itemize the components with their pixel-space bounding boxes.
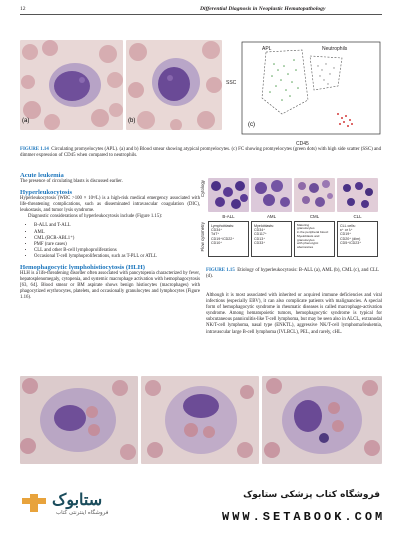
- logo-text: ستابوک: [52, 492, 103, 509]
- box-line: Lymphoblasts:: [211, 223, 235, 228]
- figure-1-15: [200, 176, 382, 264]
- box-line: granulocytes: [297, 226, 315, 231]
- list-item: • B-ALL and T-ALL: [34, 223, 200, 229]
- store-name: فروشگاه کتاب پزشکی ستابوک: [243, 490, 380, 500]
- box-line: CD117⁺: [254, 232, 267, 237]
- para-acute-leukemia: The presence of circulating blasts is discussed earlier.: [20, 179, 123, 184]
- para-hlh: HLH is a life-threatening disorder often associated with pancytopenia characterized by fever, hepatosplenomegaly, cytopenia, and systemic macrophage activation with hemophagocytosis [63, 64]. Blood smear or BM aspirate shows benign histiocytes (macrophages) with phagocytized erythrocytes, platelets, and occasionally granulocytes and lymphocytes (Figure 1.16).: [20, 270, 200, 301]
- box-line: CD33⁺: [254, 241, 266, 246]
- flow-box-b-all: [208, 221, 249, 257]
- list-item: • AML: [34, 230, 200, 236]
- flow-box-cml: [294, 221, 335, 257]
- heading-hlh: Hemophagocytic lymphohistiocytosis (HLH): [20, 263, 145, 271]
- list-item: • CLL and other B-cell lymphoproliferations: [34, 248, 200, 254]
- flow-x-axis-label: CD45: [296, 141, 309, 147]
- header-rule: [20, 14, 382, 15]
- micrograph-hlh-1: [20, 376, 138, 464]
- logo-subtext: فروشگاه اینترنتی کتاب: [56, 510, 109, 516]
- panel-label-b: (b): [128, 118, 136, 124]
- box-line: CD19⁺/CD22⁺: [211, 236, 235, 241]
- left-column: [20, 172, 200, 301]
- cytology-cml: [294, 178, 335, 212]
- box-line: granulocytes: [297, 237, 315, 242]
- flow-box-cll: [337, 221, 378, 257]
- running-title: Differential Diagnosis in Neoplastic Hematopathology: [200, 6, 326, 12]
- box-line: κ⁺ or λ⁺: [340, 227, 353, 232]
- hyperleukocytosis-list: [20, 223, 200, 260]
- box-line: CD34⁺: [211, 227, 223, 232]
- figure-1-14-label: FIGURE 1.14: [20, 147, 49, 152]
- micrograph-b: [126, 40, 222, 130]
- box-line: CD13⁺: [254, 236, 266, 241]
- box-line: Maturing: [297, 222, 310, 227]
- box-line: in the peripheral blood:: [297, 230, 329, 235]
- cytology-b-all: [208, 178, 249, 212]
- figure-1-15-label: FIGURE 1.15: [206, 268, 235, 273]
- column-label-b-all: B-ALL: [222, 214, 235, 219]
- column-label-aml: AML: [266, 214, 277, 219]
- box-line: Myeloblasts:: [254, 223, 274, 228]
- flow-y-axis-label: SSC: [226, 80, 237, 86]
- row-label-flow-cytometry: Flow cytometry: [200, 222, 205, 252]
- flow-label-apl: APL: [262, 46, 272, 52]
- box-line: CD10⁺: [211, 241, 223, 246]
- para-diagnostic-considerations: Diagnostic considerations of hyperleukocytosis include (Figure 1.15):: [28, 214, 163, 220]
- figure-1-15-text: Etiology of hyperleukocytosis: B-ALL (a), AML (b), CML (c), and CLL (d).: [206, 268, 379, 280]
- cytology-cll: [337, 178, 378, 212]
- list-item: • CML (BCR-ABL1⁺): [34, 236, 200, 242]
- box-line: CLL cells:: [340, 223, 356, 228]
- heading-hyperleukocytosis: Hyperleukocytosis: [20, 189, 73, 197]
- box-line: CD5⁺/CD23⁺: [340, 241, 362, 246]
- row-label-cytology: Cytology: [200, 180, 205, 198]
- panel-label-a: (a): [22, 118, 30, 124]
- figure-1-15-caption: [206, 268, 382, 280]
- cytology-aml: [251, 178, 292, 212]
- micrograph-hlh-2: [141, 376, 259, 464]
- box-line: CD34⁺: [254, 227, 266, 232]
- panel-label-c: (c): [248, 122, 255, 128]
- box-line: TdT⁺: [211, 232, 220, 237]
- page-number: 12: [20, 6, 26, 12]
- list-item: • PMF (rare cases): [34, 242, 200, 248]
- flow-box-aml: [251, 221, 292, 257]
- para-hlh-continued: Although it is most associated with inherited or acquired immune deficiencies and viral infections (especially EBV), it can also complicate patients with malignancies. A special form of hemophagocytic syndrome in rheumatic diseases is called macrophage-activation syndrome. Among hematopoietic tumors, hemophagocytic syndrome is typical for subcutaneous panniculitis-like T-cell lymphoma, but may be seen also in ALCL, extranodal NK/T-cell lymphoma, nasal type (ENKTL), aggressive NK/T-cell lymphoma/leukemia, intravascular large B-cell lymphoma (IVLBCL), PEL, and rarely, cHL.: [206, 293, 382, 335]
- list-item: • Occasional T-cell lymphoproliferations, such as T-PLL or ATLL: [34, 254, 200, 260]
- micrograph-hlh-3: [262, 376, 382, 464]
- para-hyperleukocytosis: Hyperleukocytosis (WBC >100 × 10⁹/L) is a high-risk medical emergency associated with life-threatening complications, such as disseminated intravascular coagulation (DIC), leukostasis, and tumor lysis syndrome.: [20, 196, 200, 214]
- box-line: CD20⁺ (dim): [340, 236, 361, 241]
- store-url: WWW.SETABOOK.COM: [222, 510, 386, 524]
- column-label-cll: CLL: [353, 214, 362, 219]
- box-line: with phenotypic aberrancies: [297, 241, 319, 250]
- watermark-banner: [0, 468, 400, 533]
- box-line: Myeloblasts and: [297, 233, 320, 238]
- box-line: CD19⁺: [340, 232, 352, 237]
- figure-1-14-text: Circulating promyelocytes (APL). (a) and b) Blood smear showing atypical promyelocytes. (c) FC showing promyelocytes (green dots) with high side scatter (SSC) and dimmer expression of CD45 when compared to neutrophils.: [20, 147, 382, 159]
- figure-1-14-caption: [20, 147, 382, 159]
- logo-mark-icon: [20, 492, 48, 514]
- heading-acute-leukemia: Acute leukemia: [20, 172, 64, 179]
- column-label-cml: CML: [309, 214, 320, 219]
- flow-label-neutrophils: Neutrophils: [322, 46, 348, 52]
- micrograph-a: [20, 40, 123, 130]
- flow-plot: [226, 40, 382, 138]
